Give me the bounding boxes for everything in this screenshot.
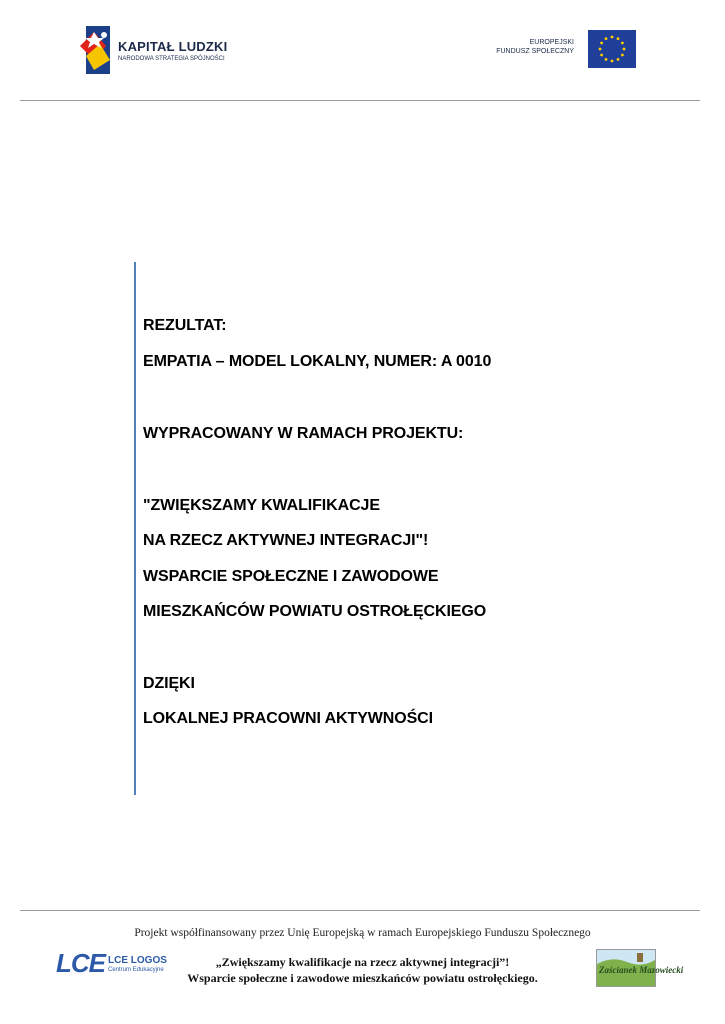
header-divider	[20, 100, 700, 101]
result-title: EMPATIA – MODEL LOKALNY, NUMER: A 0010	[143, 353, 492, 370]
eu-flag-icon	[588, 30, 636, 68]
eu-star-icon	[617, 37, 620, 40]
kapital-ludzki-subtitle: NARODOWA STRATEGIA SPÓJNOŚCI	[118, 56, 225, 62]
footer-project-line-2: Wsparcie społeczne i zawodowe mieszkańców powiatu ostrołęckiego.	[187, 971, 538, 985]
eu-stars-icon	[588, 30, 636, 68]
project-name-line-1: "ZWIĘKSZAMY KWALIFIKACJE	[143, 497, 380, 514]
eu-star-icon	[621, 54, 624, 57]
footer-divider	[20, 910, 700, 911]
efs-logo	[494, 30, 636, 68]
zascianek-mazowiecki-text: Zaścianek Mazowiecki	[599, 965, 684, 975]
kapital-ludzki-title: KAPITAŁ LUDZKI	[118, 39, 228, 54]
eu-star-icon	[611, 36, 614, 39]
eu-star-icon	[605, 58, 608, 61]
eu-star-icon	[611, 60, 614, 63]
eu-star-icon	[617, 58, 620, 61]
eu-star-icon	[605, 37, 608, 40]
thanks-target: LOKALNEJ PRACOWNI AKTYWNOŚCI	[143, 710, 433, 727]
lce-mark: LCE	[56, 948, 105, 978]
lce-name: LCE LOGOS	[108, 955, 167, 966]
footer-project-line-1: „Zwiększamy kwalifikacje na rzecz aktywnej integracji”!	[215, 955, 510, 969]
result-label: REZULTAT:	[143, 317, 227, 334]
page-header	[0, 0, 725, 102]
efs-text	[496, 38, 574, 56]
project-name-line-4: MIESZKAŃCÓW POWIATU OSTROŁĘCKIEGO	[143, 603, 487, 620]
eu-star-icon	[600, 54, 603, 57]
project-intro: WYPRACOWANY W RAMACH PROJEKTU:	[143, 425, 464, 442]
cofinancing-note: Projekt współfinansowany przez Unię Europejską w ramach Europejskiego Funduszu Społecznego	[134, 927, 591, 939]
eu-star-icon	[621, 42, 624, 45]
efs-line-1: EUROPEJSKI	[529, 39, 574, 46]
project-name-line-2: NA RZECZ AKTYWNEJ INTEGRACJI"!	[143, 532, 429, 549]
kapital-ludzki-emblem-icon	[80, 26, 114, 74]
kapital-ludzki-logo	[80, 26, 240, 74]
project-name-line-3: WSPARCIE SPOŁECZNE I ZAWODOWE	[143, 568, 439, 585]
eu-star-icon	[623, 48, 626, 51]
accent-bar	[134, 262, 136, 795]
eu-star-icon	[599, 48, 602, 51]
eu-star-icon	[600, 42, 603, 45]
efs-line-2: FUNDUSZ SPOŁECZNY	[496, 48, 574, 55]
zascianek-mazowiecki-logo	[596, 949, 684, 987]
thanks-label: DZIĘKI	[143, 675, 195, 692]
lce-subtitle: Centrum Edukacyjne	[108, 967, 164, 973]
